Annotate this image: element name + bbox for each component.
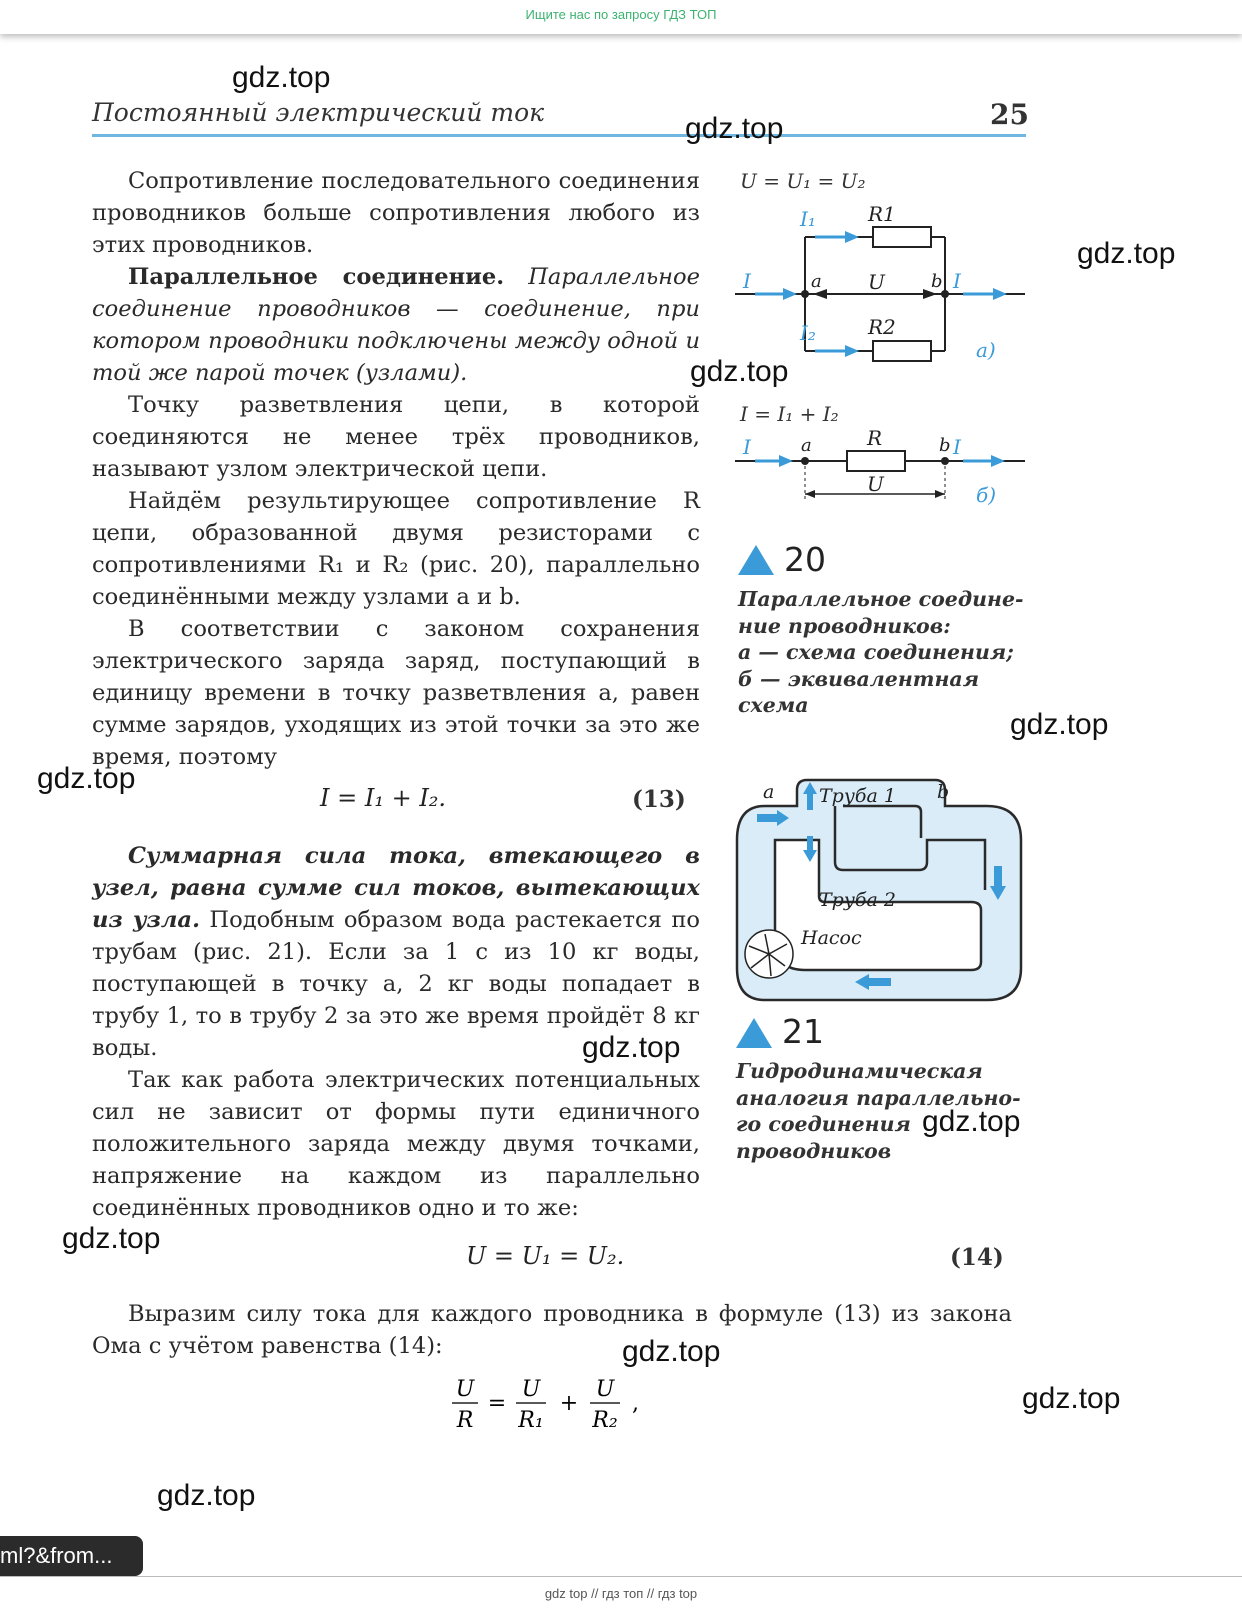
arrow-head	[845, 231, 859, 243]
rule: Суммарная сила тока, втекающего в узел, равна сумме сил токов, вытекающих из узла.	[92, 843, 700, 933]
term: Параллельное соединение.	[128, 264, 505, 290]
label-i2: I₂	[800, 321, 816, 345]
label-i: I	[953, 435, 961, 459]
node-b	[941, 457, 949, 465]
formula-b: I = I₁ + I₂	[740, 402, 839, 426]
label-u: U	[868, 270, 885, 294]
watermark: gdz.top	[685, 112, 784, 145]
label-a: a	[763, 781, 775, 803]
formula-a: U = U₁ = U₂	[740, 169, 866, 193]
equation-13-number: (13)	[632, 786, 686, 813]
watermark: gdz.top	[622, 1335, 721, 1368]
url-tooltip[interactable]: ml?&from...	[0, 1536, 143, 1576]
paragraph: Точку разветвления цепи, в которой соединяются не менее трёх проводников, называют узлом электрической цепи.	[92, 392, 700, 482]
text-column-bottom	[92, 1298, 1012, 1362]
watermark: gdz.top	[37, 762, 136, 795]
figure-21-number: 21	[782, 1012, 824, 1051]
figure-20-diagram	[735, 160, 1035, 530]
definition: Параллельное соединение проводников — соединение, при котором проводники подключены между одной и той же парой точек (узлами).	[92, 264, 700, 386]
resistor-r1	[873, 227, 931, 247]
label-pipe-2: Труба 2	[819, 889, 896, 911]
flow-arrow	[994, 866, 1002, 888]
equals-sign: =	[487, 1391, 507, 1416]
watermark: gdz.top	[62, 1222, 161, 1255]
watermark: gdz.top	[1010, 708, 1109, 741]
label-r1: R1	[868, 202, 896, 226]
pump-icon	[745, 930, 793, 978]
label-a: a	[811, 271, 822, 292]
frac-den: R₂	[592, 1408, 618, 1433]
watermark: gdz.top	[922, 1105, 1021, 1138]
label-i: I	[743, 435, 751, 459]
header-divider	[92, 134, 1026, 137]
label-b: b	[937, 781, 950, 803]
label-i: I	[743, 269, 751, 293]
node-a	[801, 290, 809, 298]
equation-14: U = U₁ = U₂.	[466, 1242, 625, 1270]
label-b: b	[939, 435, 951, 456]
banner-text: Ищите нас по запросу ГДЗ ТОП	[525, 7, 717, 22]
watermark: gdz.top	[157, 1479, 256, 1512]
caption-line: го соединения	[736, 1112, 911, 1136]
label-pipe-1: Труба 1	[819, 785, 896, 807]
comma: ,	[632, 1391, 639, 1416]
definition-paragraph	[92, 261, 700, 389]
paragraph: Выразим силу тока для каждого проводника в формуле (13) из закона Ома с учётом равенства (14):	[92, 1301, 1012, 1359]
caption-line: ние проводников:	[738, 613, 951, 638]
frac-den: R	[456, 1408, 474, 1433]
label-b: b	[931, 271, 943, 292]
watermark: gdz.top	[582, 1031, 681, 1064]
paragraph: Найдём результирующее сопротивление R цепи, образованной двумя резисторами с сопротивлениями R₁ и R₂ (рис. 20), параллельно соединёнными между узлами a и b.	[92, 488, 700, 610]
equation-14-number: (14)	[950, 1244, 1004, 1271]
frac-num: U	[521, 1377, 541, 1402]
node-a	[801, 457, 809, 465]
label-i1: I₁	[800, 207, 816, 231]
arrow-head	[845, 345, 859, 357]
equation-13: I = I₁ + I₂.	[320, 784, 447, 812]
footer-divider	[0, 1576, 1242, 1577]
analogy-text: Подобным образом вода растекается по трубам (рис. 21). Если за 1 с из 10 кг воды, поступающей в точку a, 2 кг воды попадает в трубу 1, то в трубу 2 за это же время пройдёт 8 кг воды.	[92, 907, 700, 1061]
figure-20-marker-icon	[738, 545, 774, 575]
resistor-r2	[873, 341, 931, 361]
label-pump: Насос	[801, 927, 862, 949]
frac-den: R₁	[518, 1408, 544, 1433]
page-number: 25	[990, 98, 1029, 131]
figure-20-caption	[738, 586, 1024, 719]
frac-num: U	[455, 1377, 475, 1402]
span-arrow	[805, 490, 815, 498]
ohm-equation	[440, 1372, 660, 1438]
caption-line: проводников	[736, 1138, 892, 1163]
watermark: gdz.top	[1077, 237, 1176, 270]
arrow-head	[991, 455, 1005, 467]
part-b-label: б)	[976, 483, 997, 507]
caption-line: аналогия параллельно-	[736, 1085, 1021, 1110]
caption-line: Параллельное соедине-	[738, 587, 1024, 611]
label-i: I	[953, 269, 961, 293]
frac-num: U	[595, 1377, 615, 1402]
figure-20-number: 20	[784, 540, 826, 579]
watermark: gdz.top	[232, 61, 331, 94]
watermark: gdz.top	[690, 355, 789, 388]
part-a-label: а)	[976, 338, 996, 362]
flow-arrow	[867, 978, 891, 986]
watermark: gdz.top	[1022, 1382, 1121, 1415]
footer-links[interactable]: gdz top // гдз топ // гдз top	[544, 1586, 698, 1601]
plus-sign: +	[559, 1391, 579, 1416]
caption-line: а — схема соединения;	[738, 640, 1014, 664]
span-arrow	[935, 490, 945, 498]
figure-21-marker-icon	[736, 1018, 772, 1048]
flow-arrow	[757, 814, 779, 822]
arrow-head	[779, 455, 793, 467]
caption-line: Гидродинамическая	[736, 1059, 983, 1083]
label-r2: R2	[868, 315, 896, 339]
figure-21-diagram	[735, 778, 1025, 1008]
caption-line: схема	[738, 693, 809, 717]
label-r: R	[867, 426, 883, 450]
flow-arrow	[807, 836, 813, 852]
paragraph: Так как работа электрических потенциальных сил не зависит от формы пути единичного положительного заряда между двумя точками, напряжение на каждом из параллельно соединённых проводников одно и то же:	[92, 1067, 700, 1221]
resistor-r	[847, 451, 905, 471]
text-column-top	[92, 165, 700, 773]
arrow-head	[993, 288, 1007, 300]
flow-arrow	[807, 792, 813, 810]
label-a: a	[801, 435, 812, 456]
top-banner	[0, 0, 1242, 34]
caption-line: б — эквивалентная	[738, 666, 980, 691]
paragraph: Сопротивление последовательного соединения проводников больше сопротивления любого из этих проводников.	[92, 168, 700, 258]
paragraph: В соответствии с законом сохранения электрического заряда заряд, поступающий в единицу времени в точку разветвления a, равен сумме зарядов, уходящих из этой точки за это же время, поэтому	[92, 616, 700, 770]
label-u: U	[867, 472, 884, 496]
page-title: Постоянный электрический ток	[92, 98, 545, 127]
arrow-head	[783, 288, 797, 300]
